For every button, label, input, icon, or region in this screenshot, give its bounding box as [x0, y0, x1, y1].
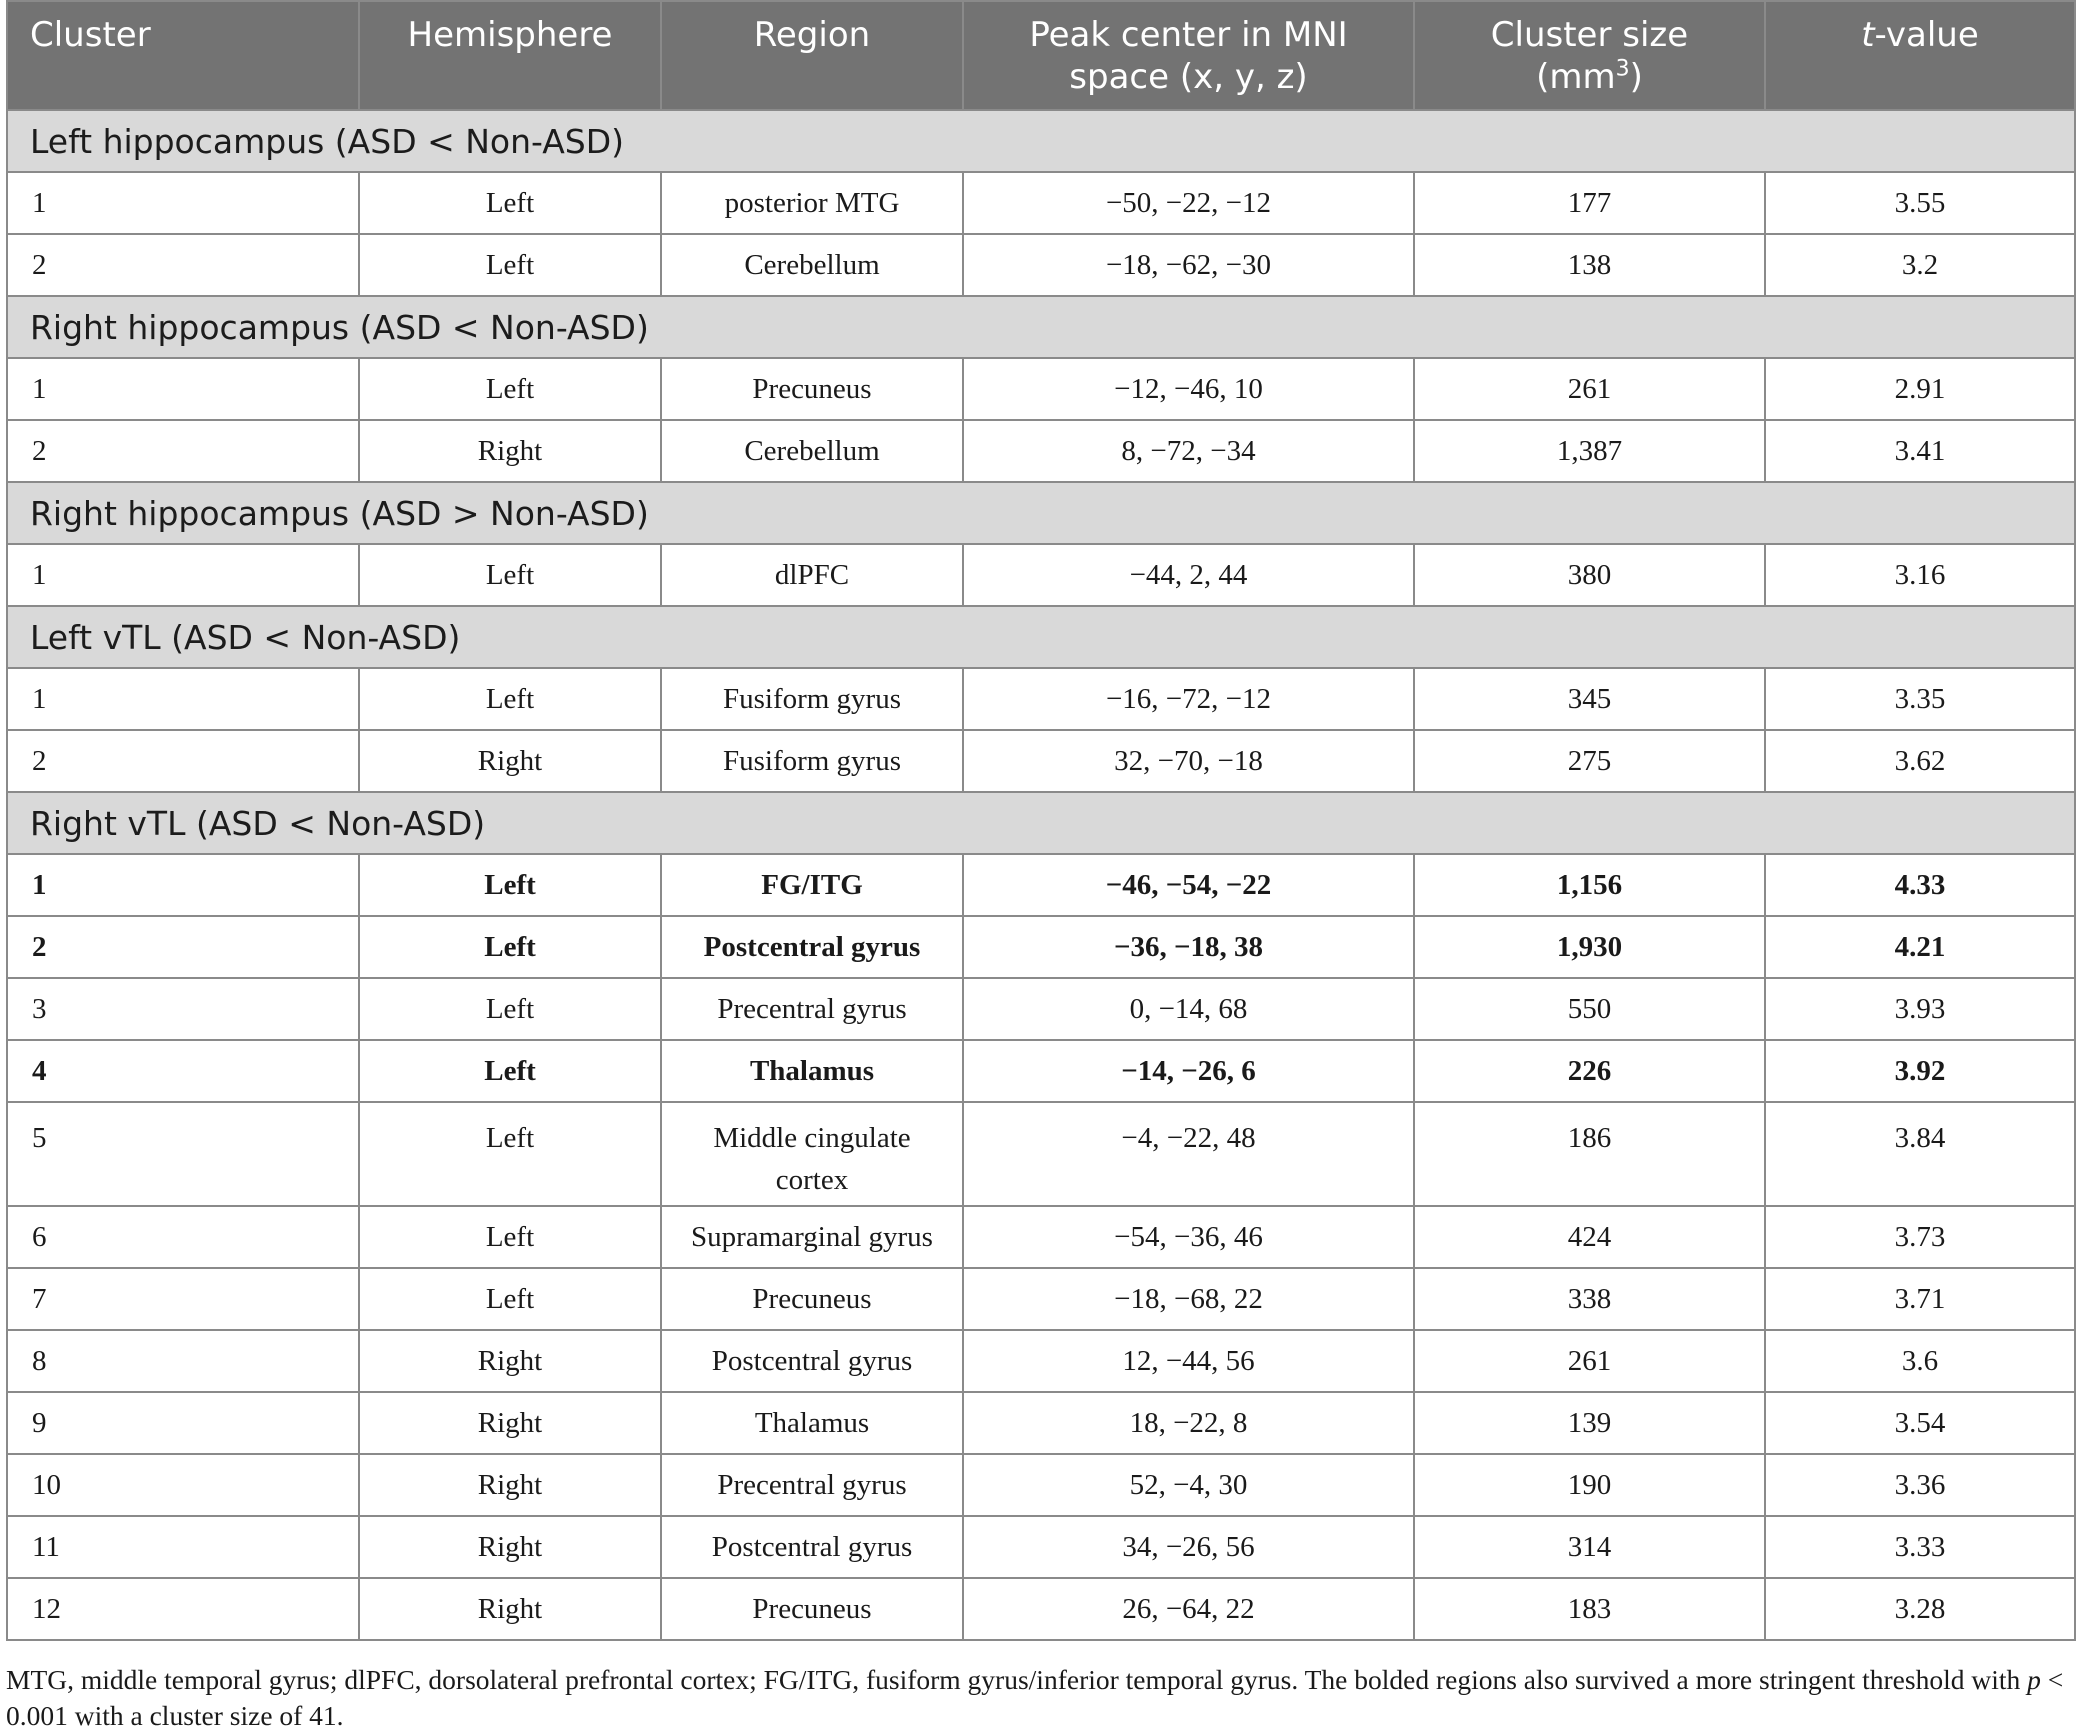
table-row — [7, 854, 2075, 916]
header-t-italic: t — [1861, 15, 1875, 55]
header-peak-line1: Peak center in MNI — [1029, 15, 1348, 55]
cell-t-value: 3.84 — [1765, 1102, 2075, 1206]
header-region: Region — [661, 1, 963, 110]
cell-cluster: 1 — [7, 668, 359, 730]
section-row — [7, 110, 2075, 172]
cell-hemisphere: Right — [359, 1330, 661, 1392]
cell-hemisphere: Left — [359, 1102, 661, 1206]
cell-region: dlPFC — [661, 544, 963, 606]
table-row — [7, 730, 2075, 792]
cell-hemisphere: Right — [359, 1392, 661, 1454]
cell-cluster: 11 — [7, 1516, 359, 1578]
table-header — [7, 1, 2075, 110]
table-row — [7, 1040, 2075, 1102]
cell-cluster-size: 138 — [1414, 234, 1765, 296]
table-body — [7, 110, 2075, 1640]
cell-t-value: 4.21 — [1765, 916, 2075, 978]
cell-t-value: 3.93 — [1765, 978, 2075, 1040]
cell-cluster: 12 — [7, 1578, 359, 1640]
cell-peak-center: −18, −68, 22 — [963, 1268, 1414, 1330]
cell-cluster: 2 — [7, 420, 359, 482]
header-size-unit: (mm — [1536, 57, 1616, 97]
header-t-value — [1765, 1, 2075, 110]
cell-cluster-size: 177 — [1414, 172, 1765, 234]
cell-t-value: 3.73 — [1765, 1206, 2075, 1268]
table-row — [7, 1206, 2075, 1268]
cell-cluster-size: 550 — [1414, 978, 1765, 1040]
cell-t-value: 3.36 — [1765, 1454, 2075, 1516]
cell-cluster: 3 — [7, 978, 359, 1040]
cell-region: Precuneus — [661, 1578, 963, 1640]
cell-peak-center: −12, −46, 10 — [963, 358, 1414, 420]
section-title: Left hippocampus (ASD < Non-ASD) — [7, 110, 2075, 172]
cell-region: Fusiform gyrus — [661, 730, 963, 792]
cell-peak-center: 26, −64, 22 — [963, 1578, 1414, 1640]
cell-cluster-size: 380 — [1414, 544, 1765, 606]
cell-cluster: 2 — [7, 916, 359, 978]
cell-t-value: 3.55 — [1765, 172, 2075, 234]
cell-t-value: 3.41 — [1765, 420, 2075, 482]
cell-cluster: 5 — [7, 1102, 359, 1206]
section-row — [7, 296, 2075, 358]
header-cluster: Cluster — [7, 1, 359, 110]
cell-hemisphere: Left — [359, 668, 661, 730]
header-size-line1: Cluster size — [1490, 15, 1689, 55]
cell-peak-center: −46, −54, −22 — [963, 854, 1414, 916]
cell-t-value: 3.2 — [1765, 234, 2075, 296]
cell-hemisphere: Right — [359, 1516, 661, 1578]
cell-cluster-size: 314 — [1414, 1516, 1765, 1578]
cell-region: Precuneus — [661, 1268, 963, 1330]
table-row — [7, 1392, 2075, 1454]
table-row — [7, 1454, 2075, 1516]
cell-cluster-size: 424 — [1414, 1206, 1765, 1268]
cell-region: posterior MTG — [661, 172, 963, 234]
cell-cluster-size: 1,930 — [1414, 916, 1765, 978]
cell-hemisphere: Left — [359, 854, 661, 916]
footnote-tail: < 0.001 with a cluster size of 41. — [6, 1664, 2064, 1731]
cell-region: Postcentral gyrus — [661, 1330, 963, 1392]
header-peak-line2: space (x, y, z) — [1069, 57, 1308, 97]
header-size-exponent: 3 — [1615, 56, 1630, 82]
table-row — [7, 1330, 2075, 1392]
cell-t-value: 4.33 — [1765, 854, 2075, 916]
cell-peak-center: 32, −70, −18 — [963, 730, 1414, 792]
table-row — [7, 668, 2075, 730]
table-row — [7, 1102, 2075, 1206]
cell-hemisphere: Left — [359, 1268, 661, 1330]
cell-peak-center: −36, −18, 38 — [963, 916, 1414, 978]
table-row — [7, 1578, 2075, 1640]
cell-cluster: 4 — [7, 1040, 359, 1102]
cell-region: Precentral gyrus — [661, 978, 963, 1040]
cell-peak-center: 12, −44, 56 — [963, 1330, 1414, 1392]
table-row — [7, 1268, 2075, 1330]
cell-region: Cerebellum — [661, 420, 963, 482]
table-row — [7, 172, 2075, 234]
table-row — [7, 544, 2075, 606]
cell-t-value: 3.16 — [1765, 544, 2075, 606]
cell-t-value: 3.6 — [1765, 1330, 2075, 1392]
section-title: Left vTL (ASD < Non-ASD) — [7, 606, 2075, 668]
cell-cluster: 2 — [7, 234, 359, 296]
header-peak-center — [963, 1, 1414, 110]
cell-cluster: 2 — [7, 730, 359, 792]
cell-peak-center: 0, −14, 68 — [963, 978, 1414, 1040]
cell-peak-center: −14, −26, 6 — [963, 1040, 1414, 1102]
cell-cluster-size: 139 — [1414, 1392, 1765, 1454]
cell-peak-center: −44, 2, 44 — [963, 544, 1414, 606]
cell-region: Postcentral gyrus — [661, 916, 963, 978]
cell-hemisphere: Left — [359, 172, 661, 234]
cell-region: Supramarginal gyrus — [661, 1206, 963, 1268]
cell-region: Precuneus — [661, 358, 963, 420]
cell-t-value: 3.62 — [1765, 730, 2075, 792]
cell-cluster: 1 — [7, 544, 359, 606]
header-hemisphere: Hemisphere — [359, 1, 661, 110]
footnote-text: MTG, middle temporal gyrus; dlPFC, dorsolateral prefrontal cortex; FG/ITG, fusiform gyrus/inferior temporal gyrus. The bolded regions also survived a more stringent threshold with — [6, 1664, 2028, 1695]
cell-cluster: 7 — [7, 1268, 359, 1330]
cell-hemisphere: Right — [359, 420, 661, 482]
cell-cluster-size: 261 — [1414, 358, 1765, 420]
table-row — [7, 916, 2075, 978]
cell-hemisphere: Left — [359, 916, 661, 978]
cell-peak-center: 52, −4, 30 — [963, 1454, 1414, 1516]
cell-cluster: 9 — [7, 1392, 359, 1454]
cell-peak-center: 18, −22, 8 — [963, 1392, 1414, 1454]
cell-peak-center: 8, −72, −34 — [963, 420, 1414, 482]
cell-region: Thalamus — [661, 1040, 963, 1102]
cell-hemisphere: Left — [359, 358, 661, 420]
section-title: Right hippocampus (ASD < Non-ASD) — [7, 296, 2075, 358]
cell-cluster-size: 186 — [1414, 1102, 1765, 1206]
table-row — [7, 1516, 2075, 1578]
cell-peak-center: 34, −26, 56 — [963, 1516, 1414, 1578]
section-row — [7, 482, 2075, 544]
cell-hemisphere: Right — [359, 1454, 661, 1516]
table-row — [7, 234, 2075, 296]
cell-t-value: 3.35 — [1765, 668, 2075, 730]
table-row — [7, 420, 2075, 482]
cell-region: Precentral gyrus — [661, 1454, 963, 1516]
cell-t-value: 3.28 — [1765, 1578, 2075, 1640]
cell-hemisphere: Left — [359, 544, 661, 606]
cell-hemisphere: Right — [359, 730, 661, 792]
cell-cluster: 6 — [7, 1206, 359, 1268]
cell-hemisphere: Right — [359, 1578, 661, 1640]
cell-cluster-size: 275 — [1414, 730, 1765, 792]
cell-hemisphere: Left — [359, 234, 661, 296]
cell-cluster: 1 — [7, 172, 359, 234]
cell-hemisphere: Left — [359, 1040, 661, 1102]
cell-peak-center: −18, −62, −30 — [963, 234, 1414, 296]
cell-region: Thalamus — [661, 1392, 963, 1454]
cell-region: Fusiform gyrus — [661, 668, 963, 730]
cell-cluster: 8 — [7, 1330, 359, 1392]
cell-hemisphere: Left — [359, 978, 661, 1040]
cell-cluster-size: 261 — [1414, 1330, 1765, 1392]
cell-region: Middle cingulate cortex — [661, 1102, 963, 1206]
table-row — [7, 978, 2075, 1040]
cell-cluster-size: 183 — [1414, 1578, 1765, 1640]
cell-region: Cerebellum — [661, 234, 963, 296]
cell-t-value: 3.54 — [1765, 1392, 2075, 1454]
footnote-p-symbol: p — [2027, 1664, 2041, 1695]
header-t-rest: -value — [1874, 15, 1979, 55]
cell-hemisphere: Left — [359, 1206, 661, 1268]
header-row — [7, 1, 2075, 110]
cell-region: FG/ITG — [661, 854, 963, 916]
section-title: Right vTL (ASD < Non-ASD) — [7, 792, 2075, 854]
cell-cluster: 1 — [7, 358, 359, 420]
cell-t-value: 3.92 — [1765, 1040, 2075, 1102]
cell-cluster-size: 1,387 — [1414, 420, 1765, 482]
results-table — [6, 0, 2076, 1641]
cell-cluster-size: 190 — [1414, 1454, 1765, 1516]
cell-peak-center: −16, −72, −12 — [963, 668, 1414, 730]
cell-cluster-size: 226 — [1414, 1040, 1765, 1102]
cell-cluster: 10 — [7, 1454, 359, 1516]
table-footnote — [6, 1662, 2072, 1734]
cell-t-value: 2.91 — [1765, 358, 2075, 420]
cell-peak-center: −54, −36, 46 — [963, 1206, 1414, 1268]
cell-t-value: 3.33 — [1765, 1516, 2075, 1578]
cell-cluster-size: 345 — [1414, 668, 1765, 730]
cell-cluster-size: 1,156 — [1414, 854, 1765, 916]
section-row — [7, 606, 2075, 668]
cell-peak-center: −4, −22, 48 — [963, 1102, 1414, 1206]
cell-t-value: 3.71 — [1765, 1268, 2075, 1330]
section-title: Right hippocampus (ASD > Non-ASD) — [7, 482, 2075, 544]
cell-cluster: 1 — [7, 854, 359, 916]
cell-peak-center: −50, −22, −12 — [963, 172, 1414, 234]
cell-region: Postcentral gyrus — [661, 1516, 963, 1578]
header-size-close: ) — [1629, 57, 1643, 97]
header-cluster-size — [1414, 1, 1765, 110]
table-row — [7, 358, 2075, 420]
cell-cluster-size: 338 — [1414, 1268, 1765, 1330]
section-row — [7, 792, 2075, 854]
